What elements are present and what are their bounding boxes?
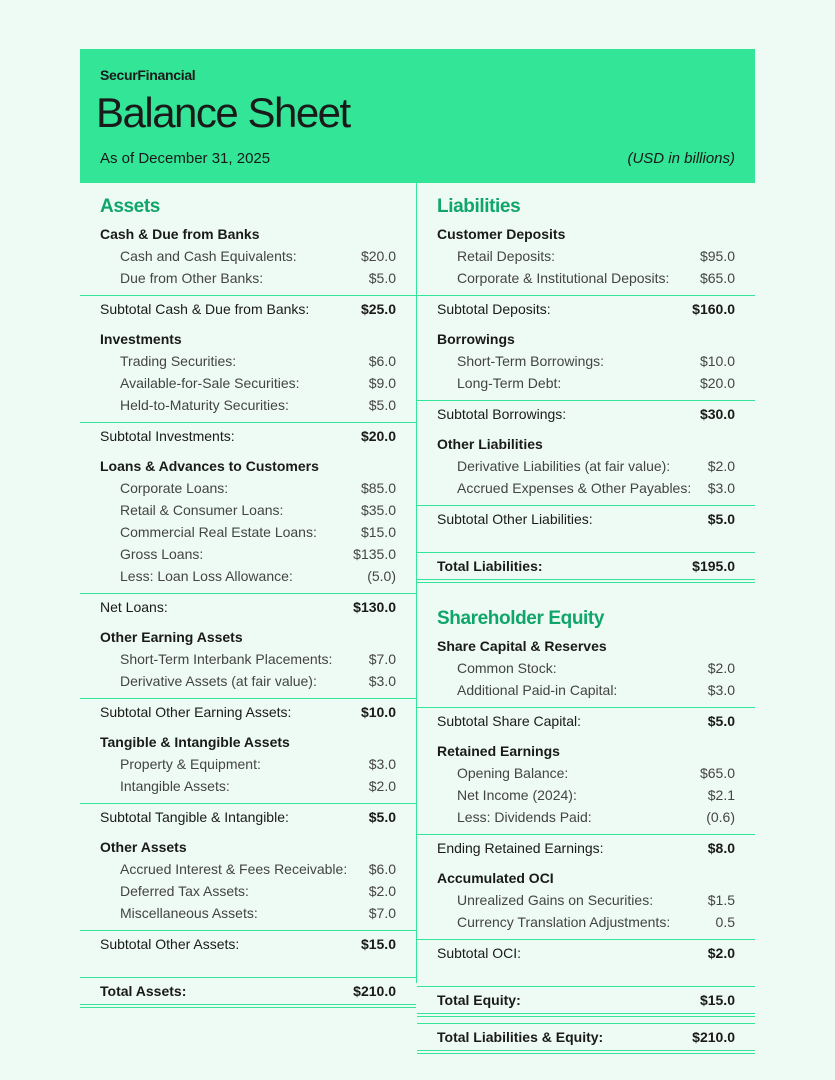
subtotal-row-label: Net Loans:	[100, 599, 168, 615]
line-item	[417, 350, 755, 372]
line-item-label: Less: Dividends Paid:	[457, 809, 592, 825]
line-item-label: Currency Translation Adjustments:	[457, 914, 671, 930]
line-item	[80, 477, 416, 499]
line-item-value: $1.5	[707, 892, 735, 908]
line-item-value: $5.0	[368, 270, 396, 286]
line-item	[80, 543, 416, 565]
units-note: (USD in billions)	[627, 150, 735, 167]
group-title: Other Liabilities	[437, 436, 543, 452]
subtotal-row-label: Subtotal Investments:	[100, 428, 235, 444]
group-title: Loans & Advances to Customers	[100, 458, 319, 474]
line-item	[417, 657, 755, 679]
balance-sheet	[80, 49, 755, 1045]
group-title: Investments	[100, 331, 182, 347]
group-gap	[417, 425, 755, 433]
line-item	[80, 753, 416, 775]
as-of-date: As of December 31, 2025	[100, 150, 271, 167]
subtotal-row	[417, 939, 755, 964]
line-item	[417, 245, 755, 267]
line-item	[417, 267, 755, 289]
group-title: Accumulated OCI	[437, 870, 554, 886]
line-item-label: Intangible Assets:	[120, 778, 230, 794]
line-item-label: Short-Term Interbank Placements:	[120, 651, 333, 667]
brand-logo-text: SecurFinancial	[100, 67, 196, 83]
line-item-label: Available-for-Sale Securities:	[120, 375, 300, 391]
line-item	[417, 911, 755, 933]
subtotal-row-label: Ending Retained Earnings:	[437, 840, 604, 856]
total-row-label: Total Assets:	[100, 983, 187, 999]
subtotal-row-value: $130.0	[353, 599, 396, 615]
subtotal-row	[417, 505, 755, 530]
line-item	[80, 880, 416, 902]
group-title: Other Assets	[100, 839, 187, 855]
subtotal-row	[417, 834, 755, 859]
line-item-value: $20.0	[699, 375, 735, 391]
line-item-label: Derivative Liabilities (at fair value):	[457, 458, 671, 474]
group-title: Borrowings	[437, 331, 515, 347]
line-item-value: $65.0	[699, 765, 735, 781]
line-item	[417, 477, 755, 499]
subtotal-row	[80, 593, 416, 618]
equity-section-title: Shareholder Equity	[437, 608, 605, 629]
line-item-label: Derivative Assets (at fair value):	[120, 673, 317, 689]
line-item-value: $135.0	[353, 546, 396, 562]
line-item-value: $3.0	[368, 673, 396, 689]
group-title: Share Capital & Reserves	[437, 638, 607, 654]
total-row	[417, 986, 755, 1017]
line-item-value: $6.0	[368, 861, 396, 877]
line-item-value: $2.0	[368, 883, 396, 899]
line-item	[417, 372, 755, 394]
line-item-value: $85.0	[360, 480, 396, 496]
subtotal-row-value: $25.0	[360, 301, 396, 317]
line-item-label: Property & Equipment:	[120, 756, 261, 772]
group-gap	[80, 618, 416, 626]
line-item-value: $3.0	[707, 480, 735, 496]
line-item-value: $2.0	[368, 778, 396, 794]
line-item	[80, 648, 416, 670]
line-item-value: $3.0	[707, 682, 735, 698]
line-item-label: Deferred Tax Assets:	[120, 883, 249, 899]
group-gap	[80, 320, 416, 328]
subtotal-row-label: Subtotal Deposits:	[437, 301, 551, 317]
subtotal-row-label: Subtotal Other Assets:	[100, 936, 240, 952]
line-item-value: $20.0	[360, 248, 396, 264]
line-item	[417, 784, 755, 806]
line-item-value: $9.0	[368, 375, 396, 391]
subtotal-row	[80, 422, 416, 447]
line-item-label: Accrued Expenses & Other Payables:	[457, 480, 692, 496]
line-item-label: Less: Loan Loss Allowance:	[120, 568, 293, 584]
subtotal-row-value: $15.0	[360, 936, 396, 952]
group-title: Customer Deposits	[437, 226, 566, 242]
line-item-label: Miscellaneous Assets:	[120, 905, 258, 921]
total-row-value: $15.0	[699, 992, 735, 1008]
subtotal-row-label: Subtotal Borrowings:	[437, 406, 567, 422]
subtotal-row-value: $5.0	[707, 511, 735, 527]
line-item-value: $15.0	[360, 524, 396, 540]
line-item-label: Commercial Real Estate Loans:	[120, 524, 317, 540]
page-title: Balance Sheet	[96, 89, 350, 136]
line-item	[417, 806, 755, 828]
subtotal-row-value: $2.0	[707, 945, 735, 961]
line-item	[80, 499, 416, 521]
line-item-value: $7.0	[368, 905, 396, 921]
group-gap	[80, 447, 416, 455]
line-item-label: Accrued Interest & Fees Receivable:	[120, 861, 348, 877]
line-item-value: $10.0	[699, 353, 735, 369]
line-item	[80, 394, 416, 416]
line-item-label: Gross Loans:	[120, 546, 204, 562]
group-gap	[80, 828, 416, 836]
line-item-value: (5.0)	[367, 568, 396, 584]
line-item	[80, 267, 416, 289]
line-item	[80, 521, 416, 543]
subtotal-row-value: $20.0	[360, 428, 396, 444]
liabilities-section-title: Liabilities	[437, 196, 521, 217]
line-item-label: Common Stock:	[457, 660, 557, 676]
line-item	[80, 902, 416, 924]
line-item-label: Retail Deposits:	[457, 248, 556, 264]
subtotal-row-label: Subtotal Cash & Due from Banks:	[100, 301, 310, 317]
line-item-label: Due from Other Banks:	[120, 270, 264, 286]
assets-column	[80, 183, 416, 1008]
line-item-label: Additional Paid-in Capital:	[457, 682, 618, 698]
line-item-value: $35.0	[360, 502, 396, 518]
line-item-value: $2.0	[707, 660, 735, 676]
subtotal-row-label: Subtotal OCI:	[437, 945, 522, 961]
line-item-value: $7.0	[368, 651, 396, 667]
line-item-value: $2.1	[707, 787, 735, 803]
line-item	[80, 245, 416, 267]
line-item-label: Retail & Consumer Loans:	[120, 502, 284, 518]
subtotal-row-value: $30.0	[699, 406, 735, 422]
line-item	[417, 455, 755, 477]
line-item	[80, 775, 416, 797]
line-item-value: $65.0	[699, 270, 735, 286]
subtotal-row-value: $160.0	[692, 301, 735, 317]
grand-total-row-value: $210.0	[692, 1029, 735, 1045]
subtotal-row-label: Subtotal Other Earning Assets:	[100, 704, 292, 720]
subtotal-row	[80, 295, 416, 320]
group-title: Tangible & Intangible Assets	[100, 734, 290, 750]
grand-total-row-label: Total Liabilities & Equity:	[437, 1029, 604, 1045]
total-row	[417, 552, 755, 583]
line-item	[80, 372, 416, 394]
total-row-value: $195.0	[692, 558, 735, 574]
line-item	[417, 762, 755, 784]
line-item-value: $2.0	[707, 458, 735, 474]
assets-section-title: Assets	[100, 196, 160, 217]
line-item-value: $95.0	[699, 248, 735, 264]
line-item-value: $3.0	[368, 756, 396, 772]
subtotal-row	[80, 930, 416, 955]
subtotal-row	[417, 295, 755, 320]
line-item	[417, 889, 755, 911]
line-item-label: Cash and Cash Equivalents:	[120, 248, 297, 264]
subtotal-row	[80, 803, 416, 828]
subtotal-row-value: $8.0	[707, 840, 735, 856]
group-title: Other Earning Assets	[100, 629, 243, 645]
group-title: Retained Earnings	[437, 743, 560, 759]
total-row-label: Total Equity:	[437, 992, 521, 1008]
total-row	[80, 977, 416, 1008]
subtotal-row-label: Subtotal Other Liabilities:	[437, 511, 593, 527]
line-item-value: 0.5	[715, 914, 735, 930]
line-item	[417, 679, 755, 701]
subtotal-row-value: $5.0	[368, 809, 396, 825]
subtotal-row-label: Subtotal Tangible & Intangible:	[100, 809, 289, 825]
line-item-value: (0.6)	[706, 809, 735, 825]
total-row-label: Total Liabilities:	[437, 558, 543, 574]
line-item-label: Held-to-Maturity Securities:	[120, 397, 289, 413]
grand-total-row	[417, 1023, 755, 1054]
group-title: Cash & Due from Banks	[100, 226, 260, 242]
subtotal-row	[417, 707, 755, 732]
line-item	[80, 565, 416, 587]
liabilities-equity-column	[417, 183, 755, 1054]
subtotal-row	[80, 698, 416, 723]
line-item-label: Long-Term Debt:	[457, 375, 562, 391]
line-item-label: Trading Securities:	[120, 353, 237, 369]
total-row-value: $210.0	[353, 983, 396, 999]
subtotal-row	[417, 400, 755, 425]
header-banner	[80, 49, 755, 183]
line-item-label: Corporate & Institutional Deposits:	[457, 270, 670, 286]
line-item-value: $6.0	[368, 353, 396, 369]
subtotal-row-label: Subtotal Share Capital:	[437, 713, 581, 729]
group-gap	[417, 320, 755, 328]
group-gap	[417, 859, 755, 867]
line-item-label: Short-Term Borrowings:	[457, 353, 605, 369]
subtotal-row-value: $5.0	[707, 713, 735, 729]
line-item	[80, 350, 416, 372]
line-item	[80, 670, 416, 692]
line-item-value: $5.0	[368, 397, 396, 413]
group-gap	[80, 723, 416, 731]
line-item-label: Opening Balance:	[457, 765, 569, 781]
subtotal-row-value: $10.0	[360, 704, 396, 720]
line-item-label: Net Income (2024):	[457, 787, 577, 803]
line-item	[80, 858, 416, 880]
line-item-label: Corporate Loans:	[120, 480, 229, 496]
line-item-label: Unrealized Gains on Securities:	[457, 892, 654, 908]
group-gap	[417, 732, 755, 740]
